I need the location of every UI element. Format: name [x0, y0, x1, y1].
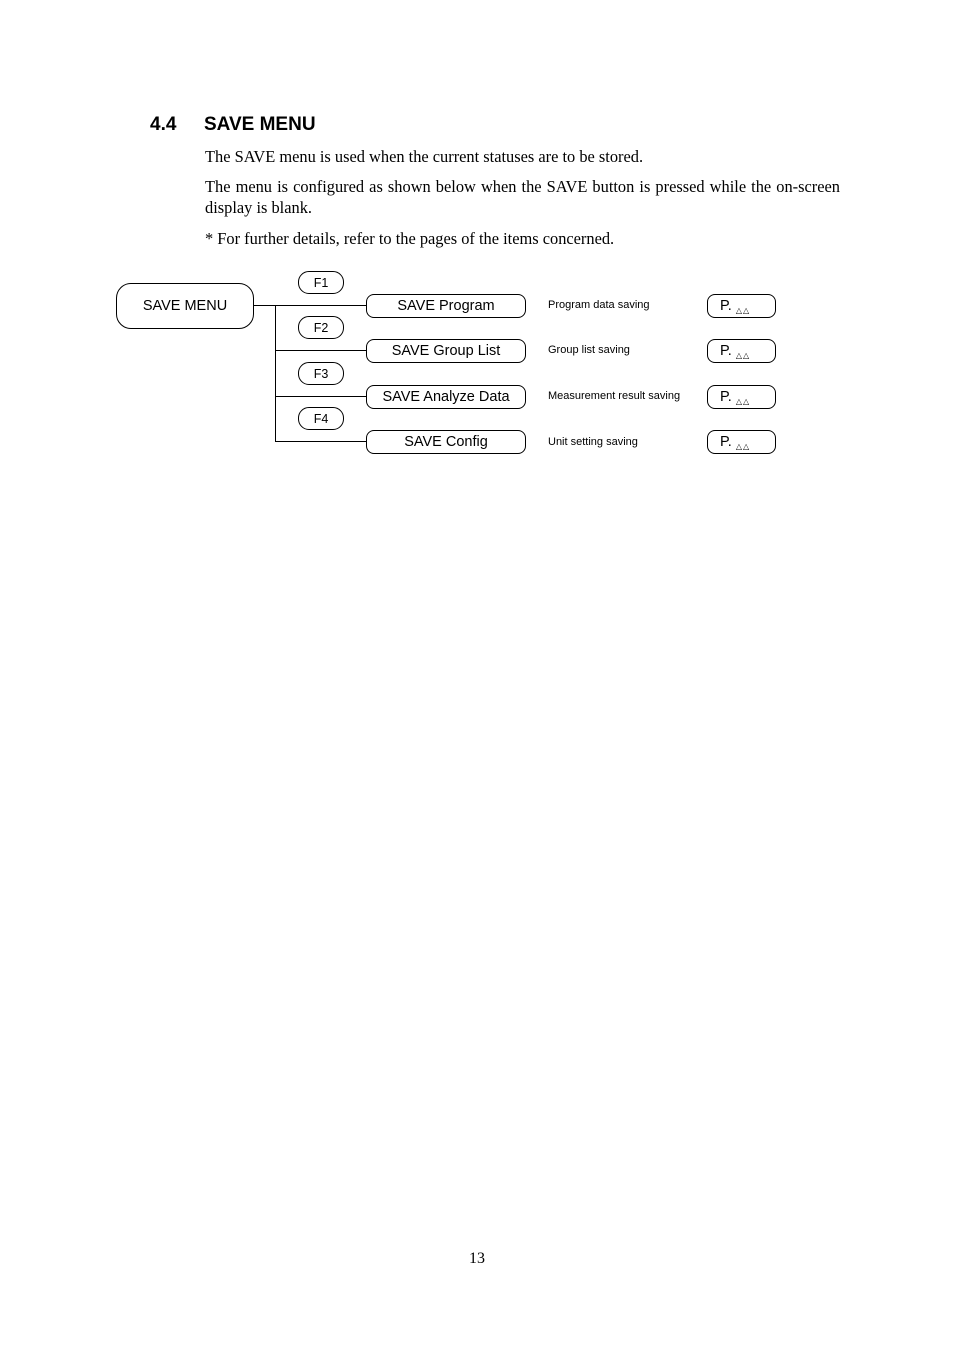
intro-paragraph: The SAVE menu is used when the current statuses are to be stored. [205, 147, 644, 166]
page-placeholder: △△ [735, 350, 751, 360]
save-group-list-page-ref [707, 339, 776, 363]
reference-note: * For further details, refer to the pages of the items concerned. [205, 229, 615, 248]
save-program-description: Program data saving [548, 299, 650, 311]
page-prefix: P. [720, 343, 732, 359]
save-config-box: SAVE Config [366, 430, 526, 454]
save-program-box: SAVE Program [366, 294, 526, 318]
branch-line-f1 [275, 305, 366, 306]
section-title: SAVE MENU [204, 114, 316, 135]
f3-key-label: F3 [298, 362, 344, 385]
save-group-list-description: Group list saving [548, 344, 630, 356]
f4-key-label: F4 [298, 407, 344, 430]
branch-line-f3 [275, 396, 366, 397]
trunk-line [275, 305, 276, 442]
save-group-list-box: SAVE Group List [366, 339, 526, 363]
f2-key-label: F2 [298, 316, 344, 339]
section-number: 4.4 [150, 114, 177, 135]
save-config-description: Unit setting saving [548, 436, 638, 448]
page-placeholder: △△ [735, 396, 751, 406]
save-menu-root-box: SAVE MENU [116, 283, 254, 329]
page-prefix: P. [720, 298, 732, 314]
branch-line-f4 [275, 441, 366, 442]
save-menu-diagram [0, 0, 954, 480]
configuration-paragraph: The menu is configured as shown below when the SAVE button is pressed while the on-screen display is blank. [205, 177, 840, 217]
save-analyze-data-page-ref [707, 385, 776, 409]
page-prefix: P. [720, 434, 732, 450]
page-number: 13 [469, 1250, 485, 1267]
root-connector-line [254, 305, 276, 306]
page-prefix: P. [720, 389, 732, 405]
save-program-page-ref [707, 294, 776, 318]
save-analyze-data-description: Measurement result saving [548, 390, 681, 402]
save-analyze-data-box: SAVE Analyze Data [366, 385, 526, 409]
branch-line-f2 [275, 350, 366, 351]
page-placeholder: △△ [735, 305, 751, 315]
page-placeholder: △△ [735, 441, 751, 451]
f1-key-label: F1 [298, 271, 344, 294]
save-config-page-ref [707, 430, 776, 454]
